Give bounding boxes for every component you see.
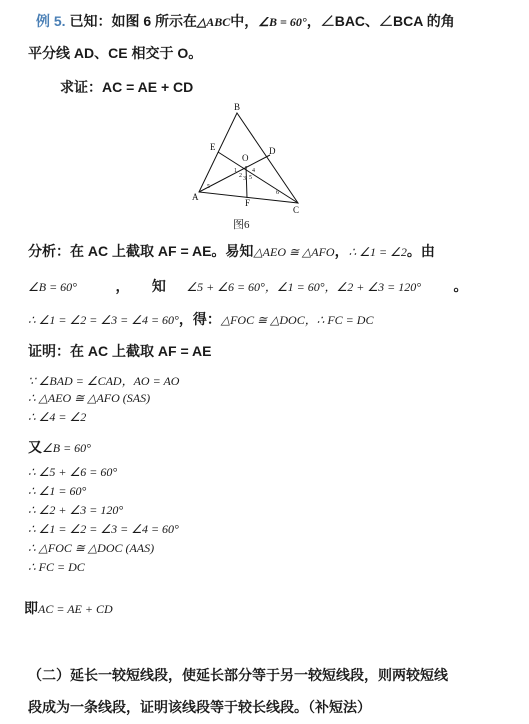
angle-label-5: 5 (249, 175, 252, 181)
proof-step-3: ∴ ∠4 = ∠2 (28, 410, 87, 424)
proof-title: 证明：在 AC 上截取 AF = AE (28, 343, 212, 359)
proof-step-1: ∵ ∠BAD = ∠CAD，AO = AO (28, 374, 180, 388)
proof-step-4: ∴ ∠5 + ∠6 = 60° (28, 465, 118, 479)
angle-label-3: 3 (243, 176, 246, 182)
analysis-angle-sums: ∠5 + ∠6 = 60°，∠1 = 60°，∠2 + ∠3 = 120° (186, 280, 422, 294)
analysis-all-angles: ∴ ∠1 = ∠2 = ∠3 = ∠4 = 60° (28, 313, 179, 327)
label-c: C (293, 205, 300, 215)
proof-step-2: ∴ △AEO ≅ △AFO (SAS) (28, 391, 151, 405)
analysis-comma: ， (334, 243, 349, 259)
figure-caption: 图6 (233, 219, 250, 231)
proof-step-5: ∴ ∠1 = 60° (28, 484, 87, 498)
triangle-abc-math: △ABC (197, 15, 231, 29)
analysis-zhi: 知 (151, 278, 166, 294)
given-zhong: 中， (230, 13, 259, 29)
label-o: O (242, 153, 249, 163)
analysis-comma-2: ， (115, 278, 130, 294)
prove-statement: 求证：AC = AE + CD (60, 79, 194, 95)
analysis-line3 (28, 309, 373, 329)
proof-step-7: ∴ ∠1 = ∠2 = ∠3 = ∠4 = 60° (28, 522, 179, 536)
proof-ji: 即 (24, 600, 38, 616)
method2-line2: 段成为一条线段，证明该线段等于较长线段。（补短法） (28, 699, 371, 715)
analysis-angle-b: ∠B = 60° (28, 280, 77, 294)
proof-you-angle-b: ∠B = 60° (42, 441, 91, 455)
example-statement-line1 (36, 11, 455, 31)
angle-label-1: 1 (234, 168, 237, 174)
proof-conclusion (24, 598, 113, 618)
analysis-period: 。 (453, 278, 468, 294)
analysis-intro: 分析：在 AC 上截取 AF = AE。易知 (28, 243, 254, 259)
proof-step-9: ∴ FC = DC (28, 560, 85, 574)
angle-label-6: 6 (276, 190, 279, 196)
label-b: B (234, 102, 241, 112)
label-d: D (269, 146, 276, 156)
label-e: E (210, 142, 216, 152)
analysis-line2 (28, 276, 467, 296)
label-f: F (245, 198, 251, 208)
analysis-end-you: 。由 (406, 243, 435, 259)
method2-line1: （二）延长一较短线段，使延长部分等于另一较短线段，则两较短线 (28, 667, 448, 683)
analysis-de: ，得： (178, 311, 221, 327)
example-label: 例 5. (36, 13, 66, 29)
proof-you: 又 (28, 439, 42, 455)
given-intro: 已知：如图 6 所示在 (69, 13, 198, 29)
angle-b-math: ∠B = 60° (258, 15, 307, 29)
given-rest: ，∠BAC、∠BCA 的角 (306, 13, 455, 29)
analysis-congruence-1: △AEO ≅ △AFO (253, 245, 335, 259)
analysis-congruence-2: △FOC ≅ △DOC，∴ FC = DC (220, 313, 374, 327)
angle-label-5-at-a: 5 (207, 184, 210, 190)
angle-label-2: 2 (239, 173, 242, 179)
label-a: A (192, 192, 199, 202)
triangle-abc (199, 113, 298, 203)
proof-step-8: ∴ △FOC ≅ △DOC (AAS) (28, 541, 155, 555)
angle-label-4: 4 (252, 168, 255, 174)
analysis-line1 (28, 241, 435, 261)
proof-step-6: ∴ ∠2 + ∠3 = 120° (28, 503, 124, 517)
example-statement-line2: 平分线 AD、CE 相交于 O。 (28, 45, 203, 61)
analysis-angle-eq: ∴ ∠1 = ∠2 (348, 245, 407, 259)
triangle-figure (185, 100, 325, 216)
proof-conclusion-math: AC = AE + CD (38, 602, 113, 616)
proof-you-line (28, 437, 91, 457)
